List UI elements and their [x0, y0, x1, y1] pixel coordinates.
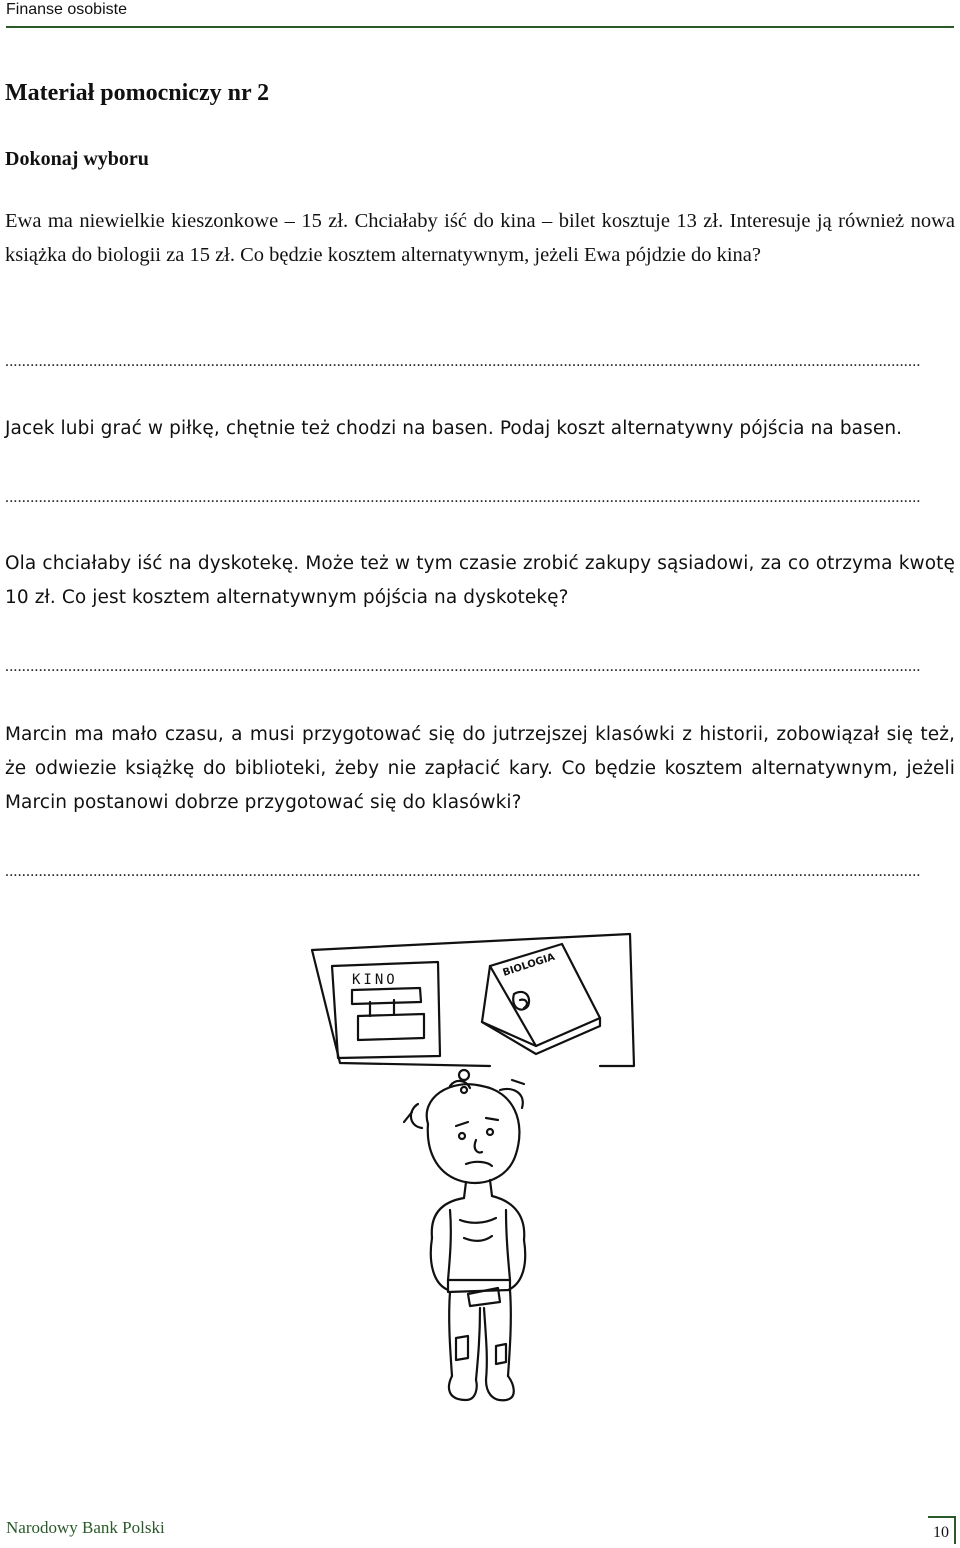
- kino-sign-label: KINO: [352, 972, 398, 988]
- document-title: Materiał pomocniczy nr 2: [5, 80, 270, 106]
- page-number: 10: [928, 1516, 956, 1544]
- answer-line-3: ..........................................................................................................................................................................................................................: [5, 658, 921, 675]
- exercise-ewa: Ewa ma niewielkie kieszonkowe – 15 zł. Chciałaby iść do kina – bilet kosztuje 13 zł. Interesuje ją również nowa książka do biologii za 15 zł. Co będzie kosztem alternatywnym, jeżeli Ewa pójdzie do kina?: [5, 210, 955, 266]
- answer-line-2: ..........................................................................................................................................................................................................................: [5, 489, 921, 506]
- illustration-thinking-boy: [300, 918, 660, 1428]
- exercise-ola: Ola chciałaby iść na dyskotekę. Może też w tym czasie zrobić zakupy sąsiadowi, za co otrzyma kwotę 10 zł. Co jest kosztem alternatywnym pójścia na dyskotekę?: [5, 553, 955, 608]
- thinking-boy-drawing: [300, 918, 660, 1428]
- biologia-book-label: BIOLOGIA: [501, 951, 557, 979]
- header-title: Finanse osobiste: [6, 1, 127, 18]
- document-body: [5, 80, 955, 880]
- document-subtitle: Dokonaj wyboru: [5, 148, 149, 170]
- exercise-jacek: Jacek lubi grać w piłkę, chętnie też chodzi na basen. Podaj koszt alternatywny pójścia na basen.: [5, 418, 903, 439]
- exercise-marcin: Marcin ma mało czasu, a musi przygotować się do jutrzejszej klasówki z historii, zobowiązał się też, że odwiezie książkę do biblioteki, żeby nie zapłacić kary. Co będzie kosztem alternatywnym, jeżeli Marcin postanowi dobrze przygotować się do klasówki?: [5, 724, 955, 813]
- footer-organization: Narodowy Bank Polski: [6, 1518, 165, 1537]
- answer-line-1: ..........................................................................................................................................................................................................................: [5, 353, 921, 370]
- page-header: [6, 0, 954, 28]
- page-footer: [6, 1516, 956, 1546]
- answer-line-4: ..........................................................................................................................................................................................................................: [5, 863, 921, 880]
